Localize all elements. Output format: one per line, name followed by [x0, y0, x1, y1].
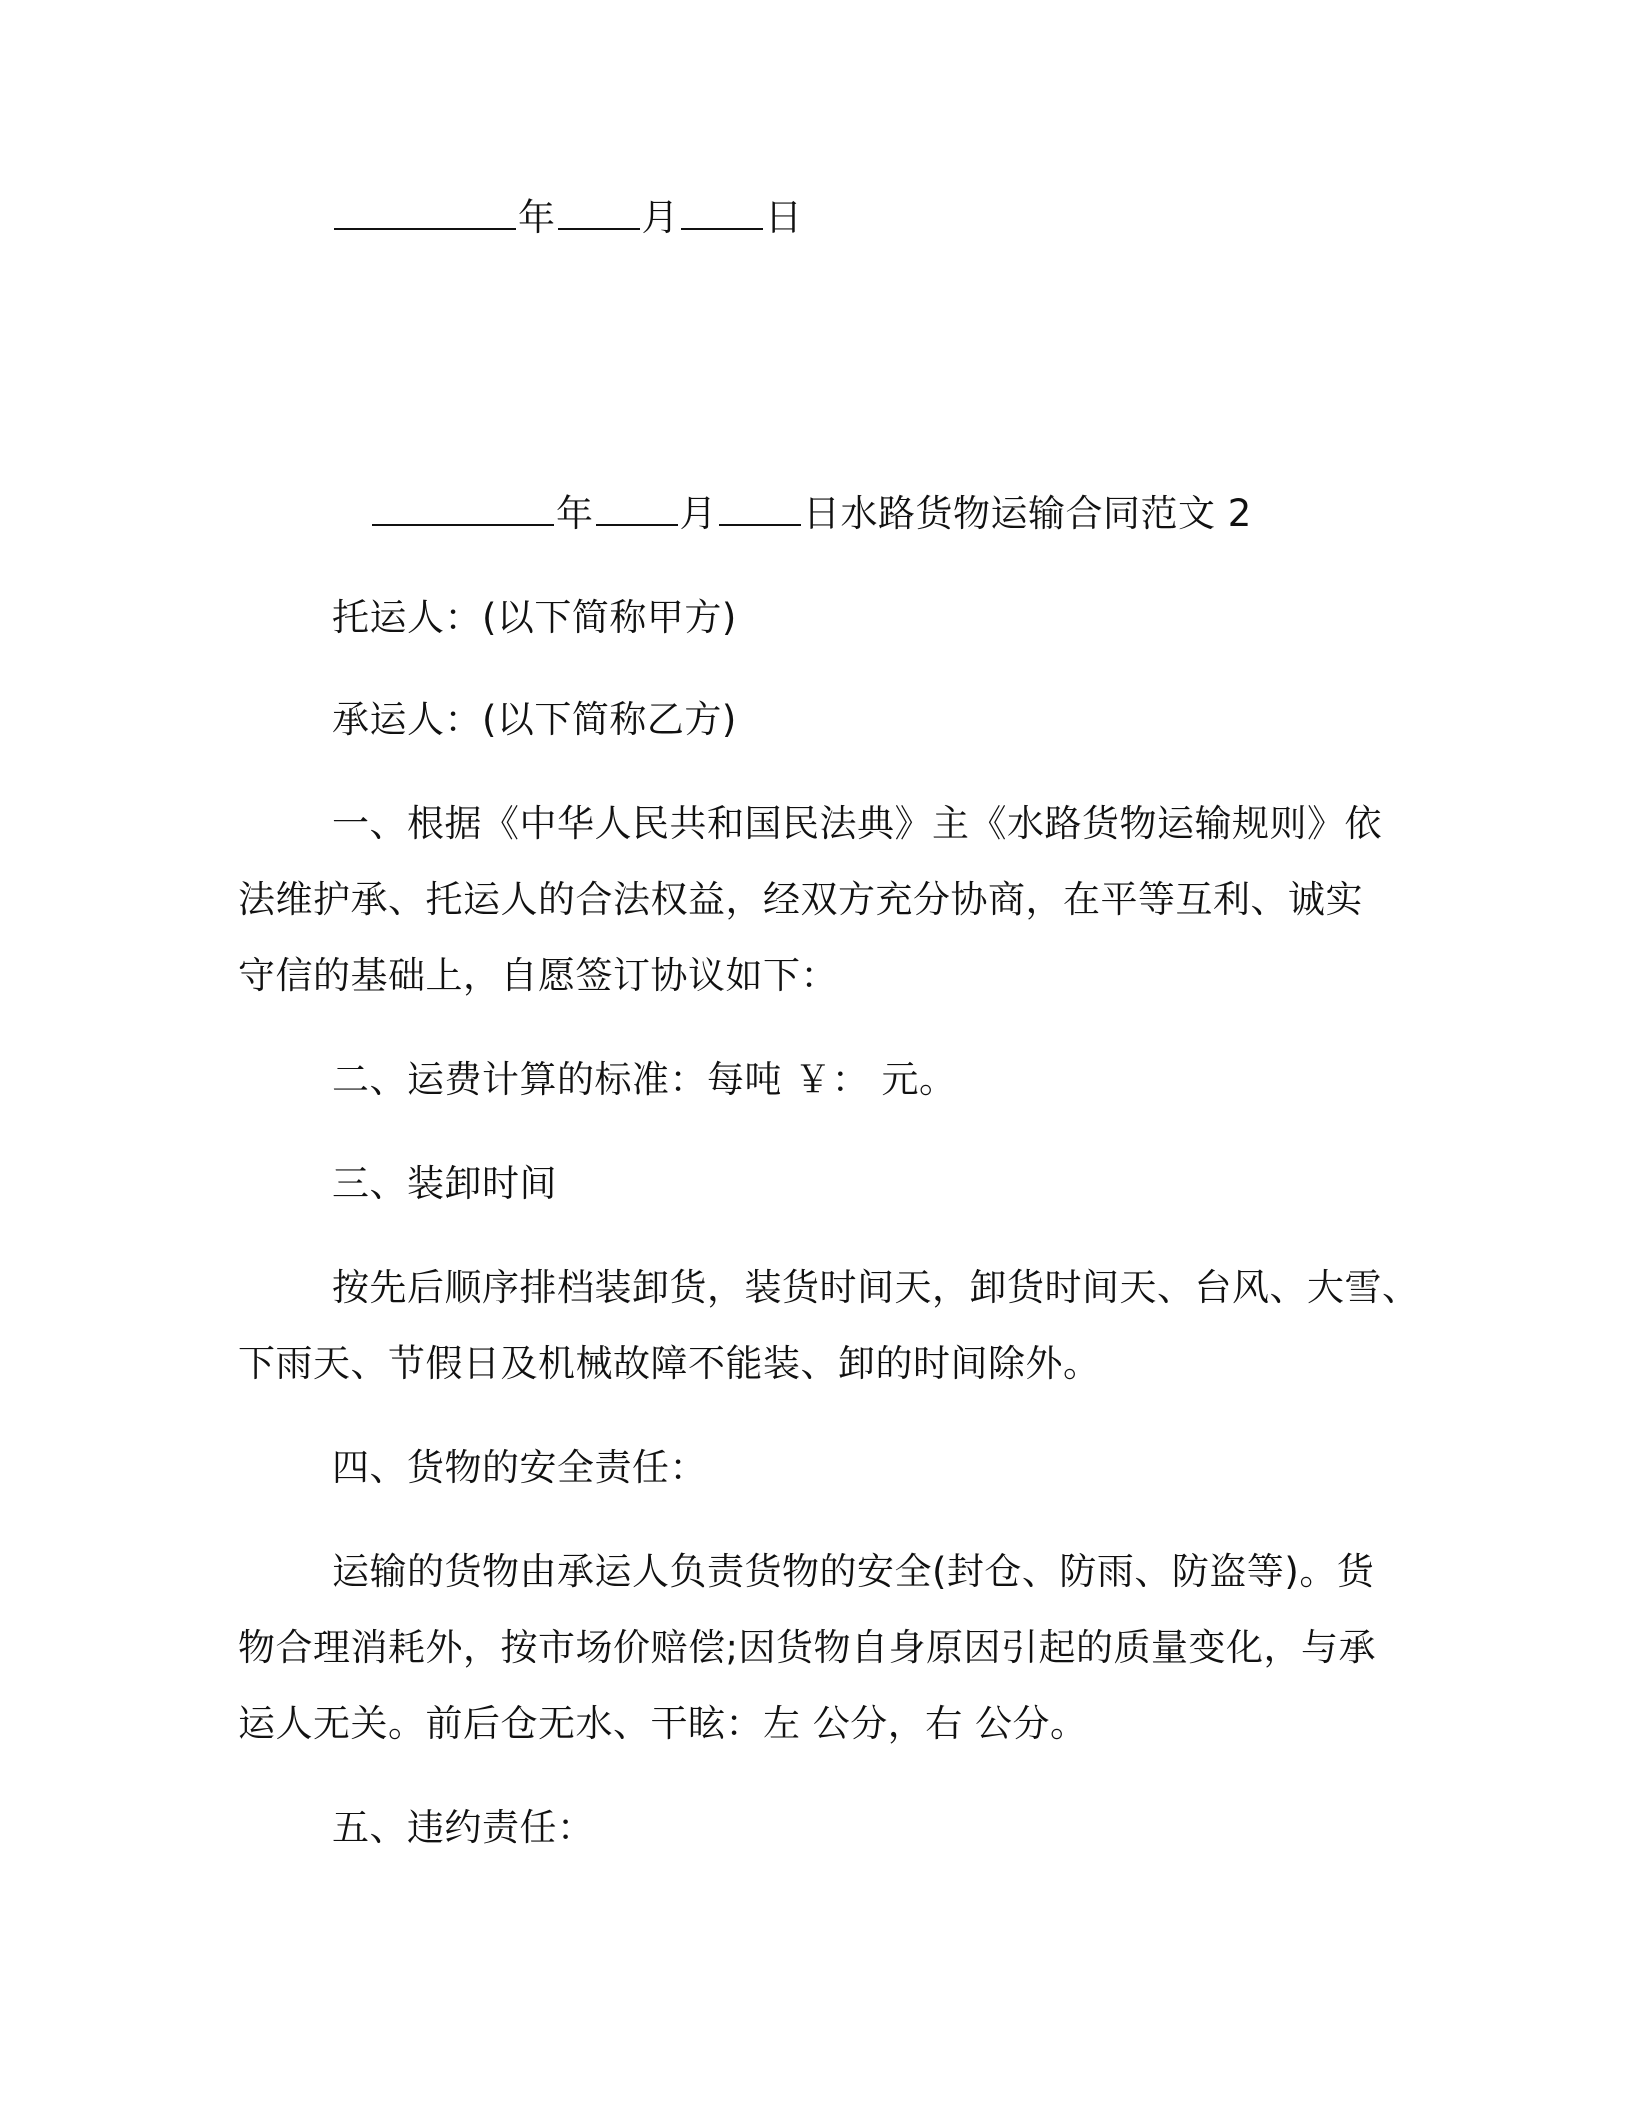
title-year-label: 年 — [556, 492, 594, 535]
date-line — [332, 196, 803, 240]
day-label: 日 — [765, 196, 803, 239]
title-text: 日水路货物运输合同范文 2 — [803, 492, 1252, 535]
title-year-blank — [372, 494, 554, 526]
clause-5-heading: 五、违约责任： — [332, 1806, 595, 1849]
clause-4-line-1: 运输的货物由承运人负责货物的安全(封仓、防雨、防盗等)。货 — [332, 1550, 1375, 1593]
clause-4-line-3: 运人无关。前后仓无水、干眩：左 公分，右 公分。 — [238, 1702, 1088, 1745]
shipper-line: 托运人：(以下简称甲方) — [332, 596, 737, 639]
month-blank — [558, 198, 640, 230]
clause-1-line-2: 法维护承、托运人的合法权益，经双方充分协商，在平等互利、诚实 — [238, 878, 1363, 921]
day-blank — [681, 198, 763, 230]
clause-3-heading: 三、装卸时间 — [332, 1162, 557, 1205]
clause-1-line-1: 一、根据《中华人民共和国民法典》主《水路货物运输规则》依 — [332, 802, 1382, 845]
carrier-line: 承运人：(以下简称乙方) — [332, 698, 737, 741]
year-label: 年 — [518, 196, 556, 239]
month-label: 月 — [641, 196, 679, 239]
title-month-blank — [596, 494, 678, 526]
clause-3-line-1: 按先后顺序排档装卸货，装货时间天，卸货时间天、台风、大雪、 — [332, 1266, 1420, 1309]
title-month-label: 月 — [679, 492, 717, 535]
clause-2: 二、运费计算的标准：每吨 ￥： 元。 — [332, 1058, 957, 1101]
clause-1-line-3: 守信的基础上，自愿签订协议如下： — [238, 954, 838, 997]
clause-3-line-2: 下雨天、节假日及机械故障不能装、卸的时间除外。 — [238, 1342, 1101, 1385]
clause-4-line-2: 物合理消耗外，按市场价赔偿;因货物自身原因引起的质量变化，与承 — [238, 1626, 1376, 1669]
year-blank — [334, 198, 516, 230]
clause-4-heading: 四、货物的安全责任： — [332, 1446, 707, 1489]
title-day-blank — [719, 494, 801, 526]
document-title — [370, 492, 1252, 536]
